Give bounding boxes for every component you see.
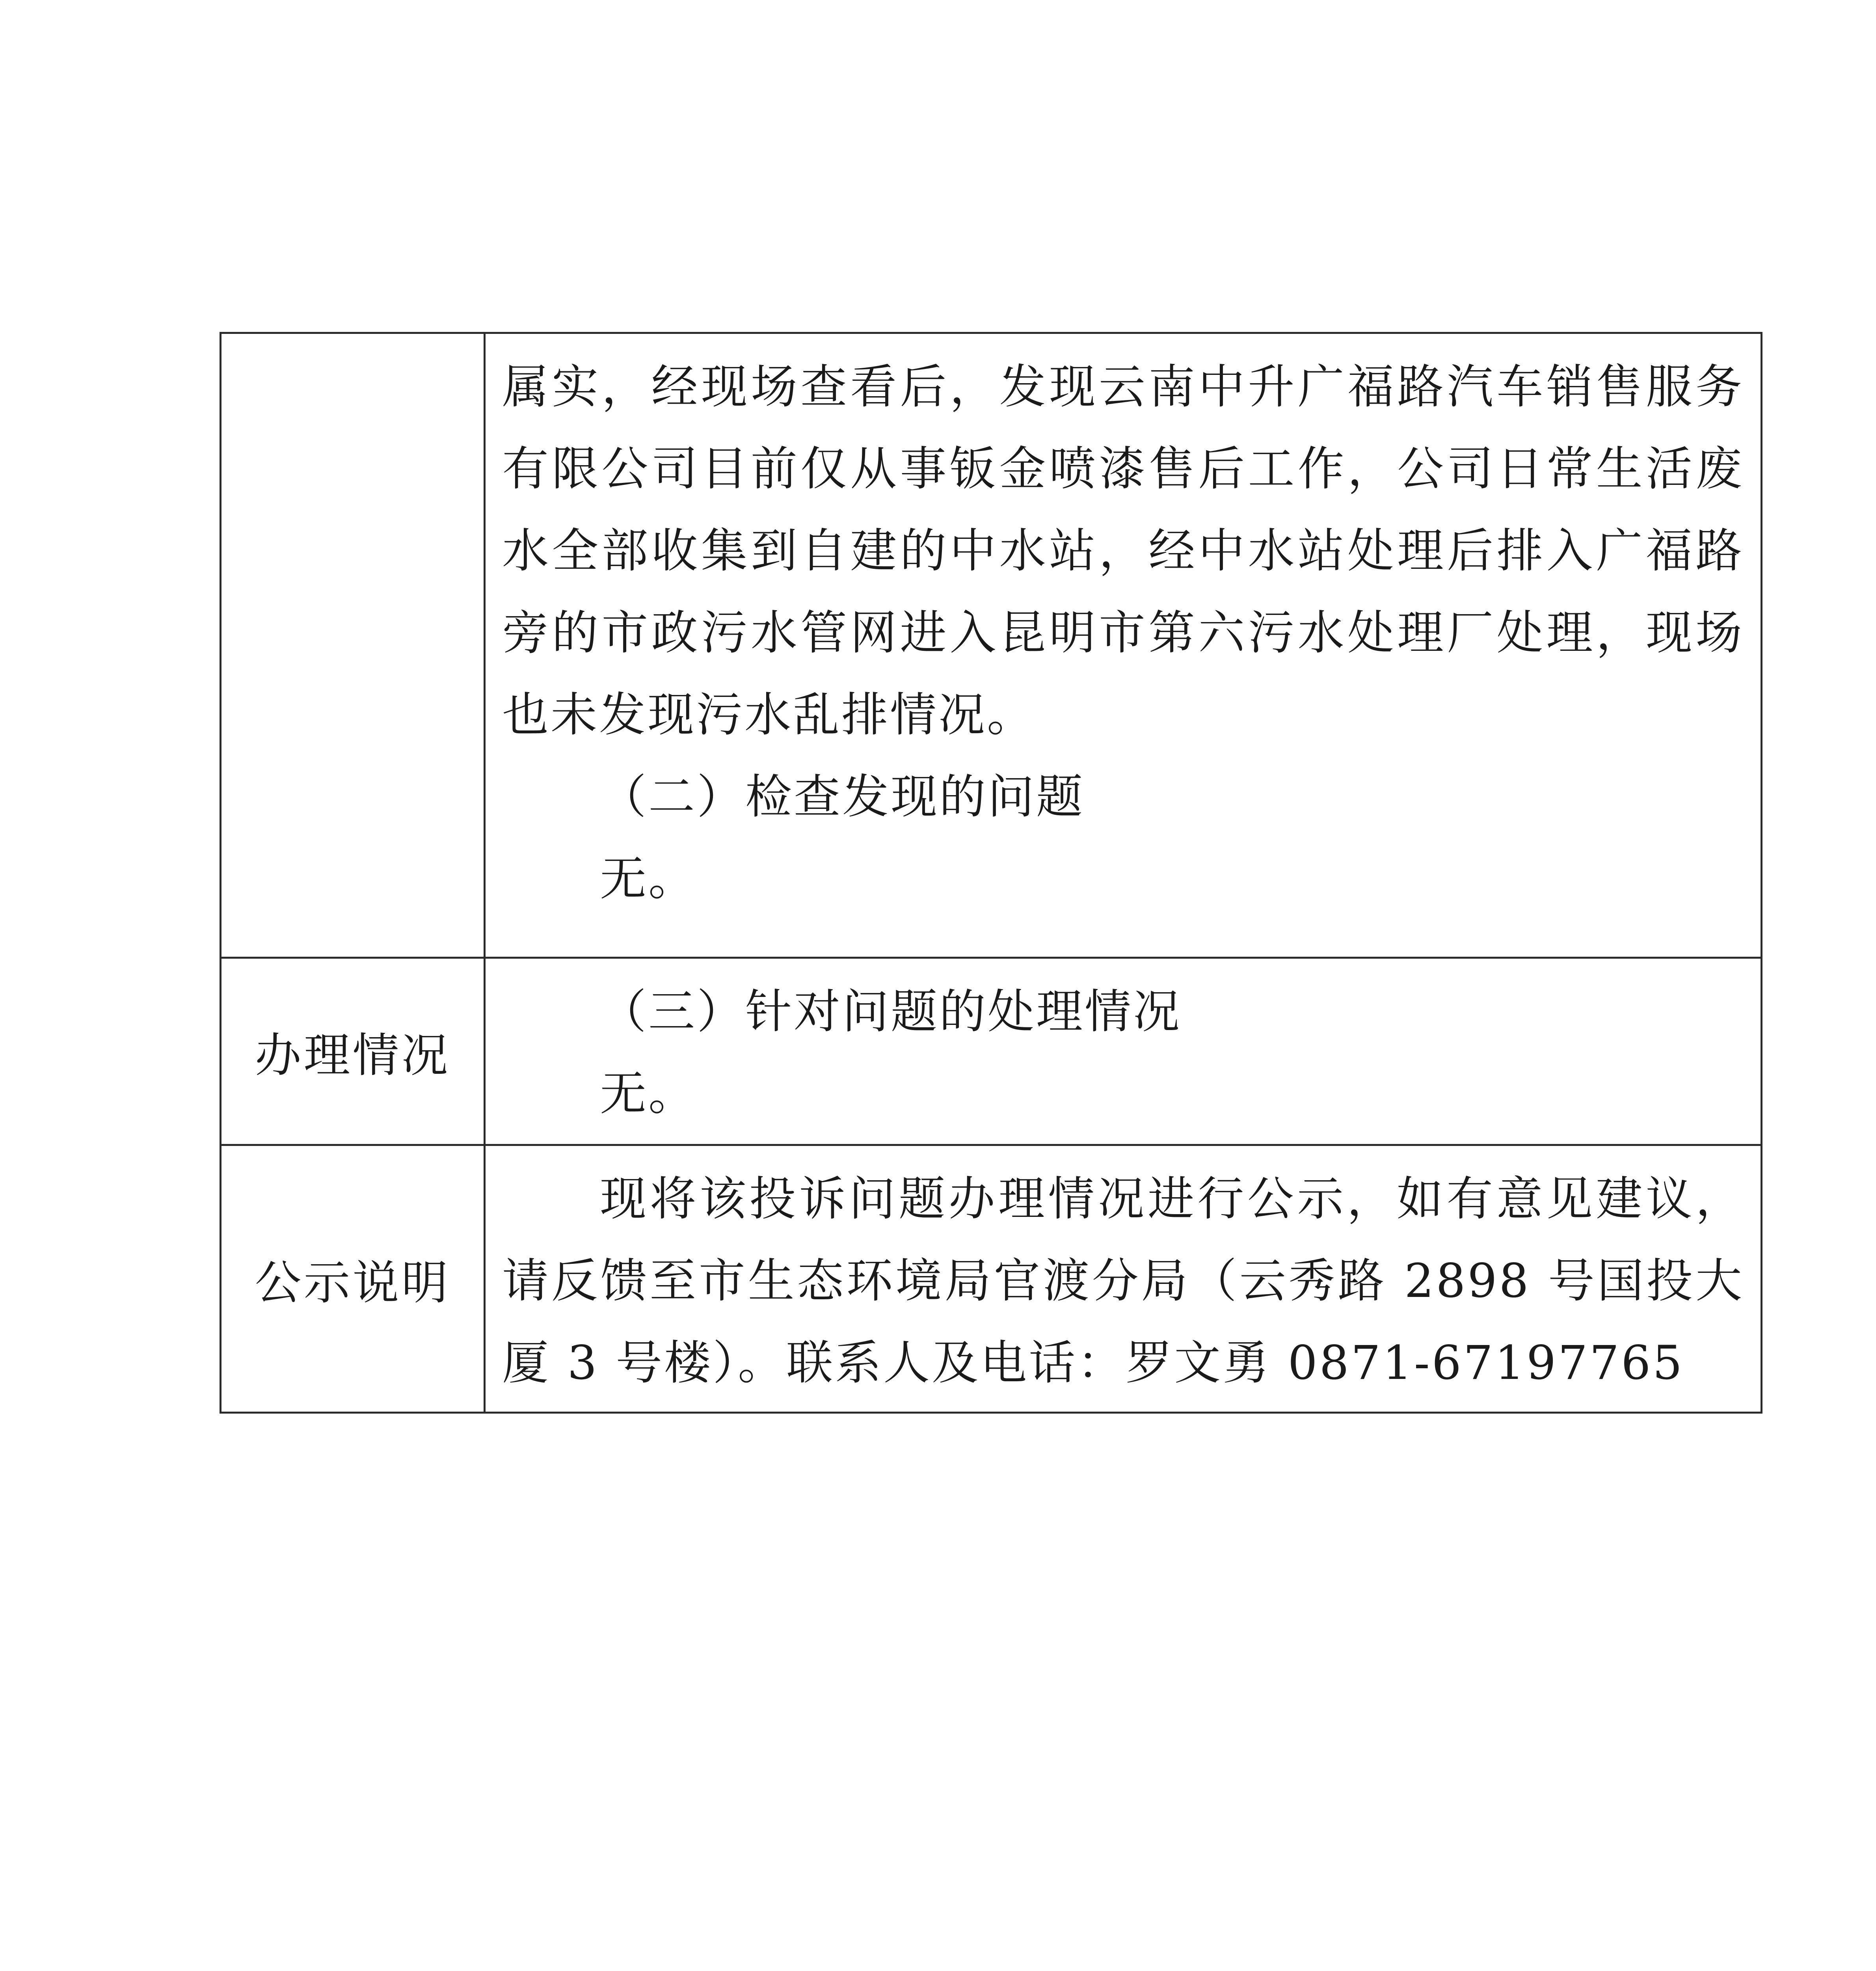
table-row-investigation xyxy=(221,333,1762,958)
row-label-notice: 公示说明 xyxy=(221,1145,485,1413)
row-label-empty xyxy=(221,333,485,958)
investigation-findings-text: 属实，经现场查看后，发现云南中升广福路汽车销售服务有限公司目前仅从事钣金喷漆售后工作，公司日常生活废水全部收集到自建的中水站，经中水站处理后排入广福路旁的市政污水管网进入昆明市第六污水处理厂处理，现场也未发现污水乱排情况。 xyxy=(502,360,1744,742)
handling-content-cell xyxy=(485,958,1762,1145)
table-row-notice xyxy=(221,1145,1762,1413)
investigation-content-cell xyxy=(485,333,1762,958)
problems-found-text: 无。 xyxy=(600,851,697,906)
section-heading-handling: （三）针对问题的处理情况 xyxy=(600,984,1182,1039)
notice-text: 现将该投诉问题办理情况进行公示，如有意见建议，请反馈至市生态环境局官渡分局（云秀路 2898 号国投大厦 3 号楼）。联系人及电话：罗文勇 0871-67197765 xyxy=(502,1172,1744,1390)
section-heading-problems-found: （二）检查发现的问题 xyxy=(600,769,1085,824)
notice-content-cell xyxy=(485,1145,1762,1413)
complaint-handling-table xyxy=(220,332,1762,1414)
table-row-handling xyxy=(221,958,1762,1145)
handling-text: 无。 xyxy=(600,1066,697,1121)
row-label-handling: 办理情况 xyxy=(221,958,485,1145)
